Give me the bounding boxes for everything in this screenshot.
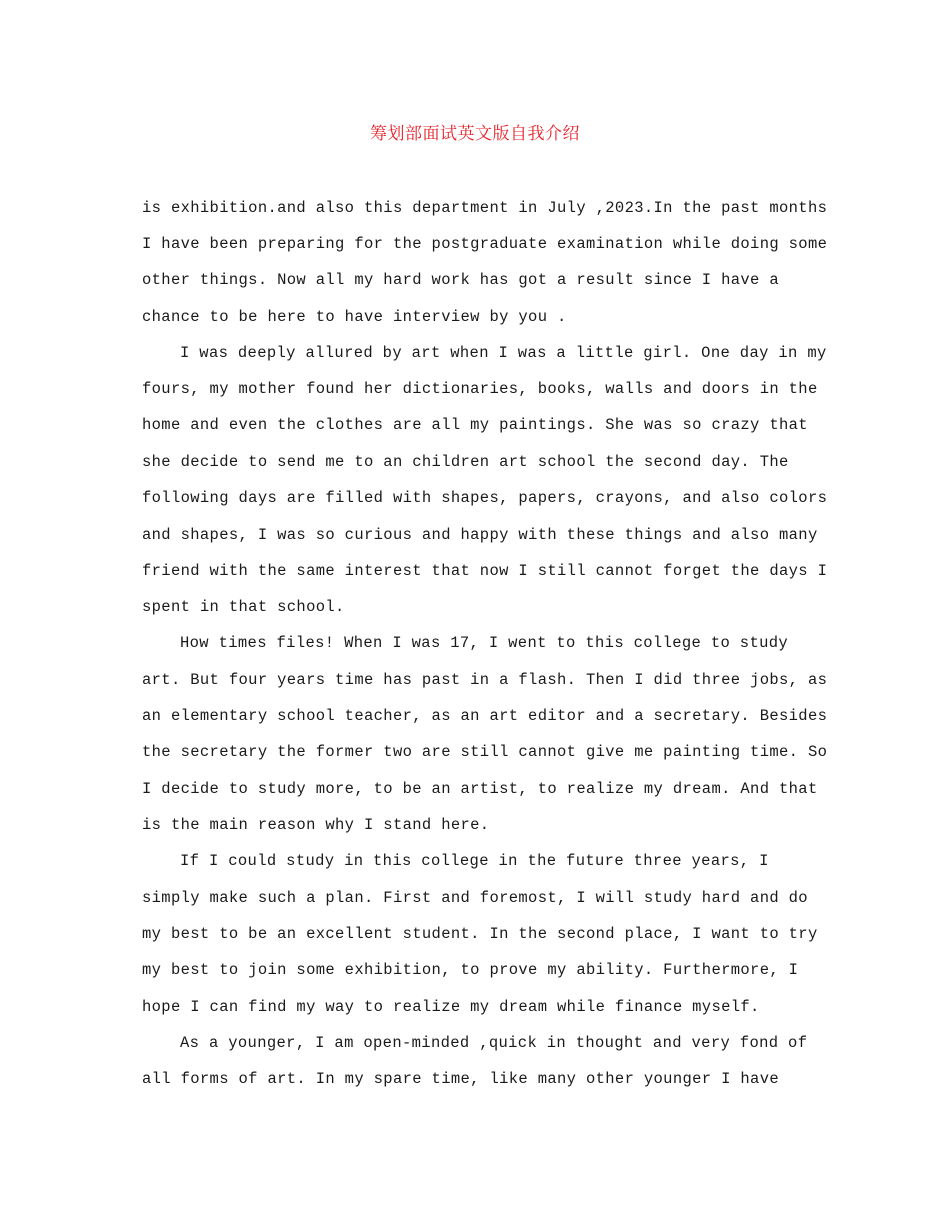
- text-line: chance to be here to have interview by you .: [142, 308, 567, 326]
- text-line: all forms of art. In my spare time, like many other younger I have: [142, 1070, 779, 1088]
- text-line: spent in that school.: [142, 598, 345, 616]
- text-line: other things. Now all my hard work has got a result since I have a: [142, 271, 779, 289]
- text-line: my best to be an excellent student. In the second place, I want to try: [142, 925, 818, 943]
- text-line: fours, my mother found her dictionaries, books, walls and doors in the: [142, 380, 818, 398]
- text-line: following days are filled with shapes, papers, crayons, and also colors: [142, 489, 828, 507]
- text-line: art. But four years time has past in a flash. Then I did three jobs, as: [142, 671, 828, 689]
- document-title: 筹划部面试英文版自我介绍: [370, 124, 580, 144]
- text-line: simply make such a plan. First and foremost, I will study hard and do: [142, 889, 808, 907]
- text-line: she decide to send me to an children art school the second day. The: [142, 453, 789, 471]
- text-line: friend with the same interest that now I still cannot forget the days I: [142, 562, 828, 580]
- paragraph-first-line: How times files! When I was 17, I went to this college to study: [180, 634, 789, 652]
- paragraph-first-line: If I could study in this college in the future three years, I: [180, 852, 769, 870]
- text-line: I decide to study more, to be an artist, to realize my dream. And that: [142, 780, 818, 798]
- paragraph-first-line: As a younger, I am open-minded ,quick in thought and very fond of: [180, 1034, 808, 1052]
- text-line: I have been preparing for the postgraduate examination while doing some: [142, 235, 828, 253]
- text-line: is the main reason why I stand here.: [142, 816, 490, 834]
- text-line: home and even the clothes are all my paintings. She was so crazy that: [142, 416, 808, 434]
- text-line: is exhibition.and also this department in July ,2023.In the past months: [142, 199, 828, 217]
- text-line: an elementary school teacher, as an art editor and a secretary. Besides: [142, 707, 828, 725]
- paragraph-first-line: I was deeply allured by art when I was a little girl. One day in my: [180, 344, 827, 362]
- text-line: the secretary the former two are still cannot give me painting time. So: [142, 743, 828, 761]
- text-line: hope I can find my way to realize my dream while finance myself.: [142, 998, 760, 1016]
- text-line: and shapes, I was so curious and happy with these things and also many: [142, 526, 818, 544]
- text-line: my best to join some exhibition, to prove my ability. Furthermore, I: [142, 961, 799, 979]
